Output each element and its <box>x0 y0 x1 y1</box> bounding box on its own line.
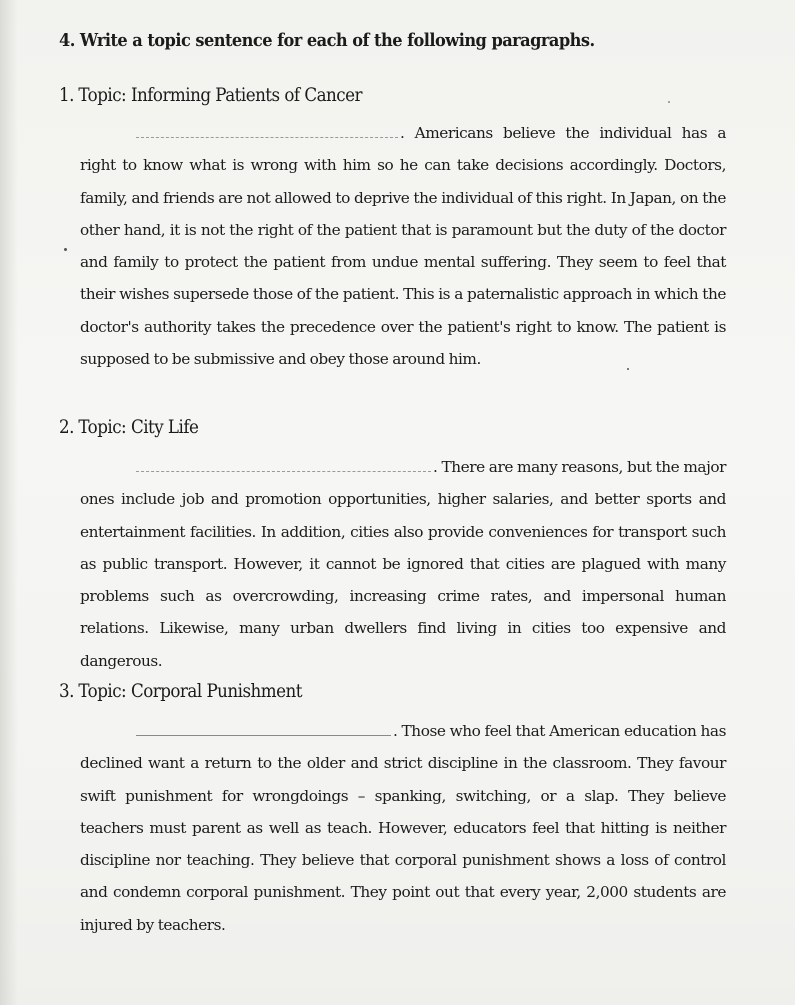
paragraph-text-3: . Those who feel that American education has declined want a return to the older and strict discipline in the classroom. They favour swift punishment for wrongdoings – spanking, switching, or a slap. They believe teachers must parent as well as teach. However, educators feel that hitting is neither discipline nor teaching. They believe that corporal punishment shows a loss of control and condemn corporal punishment. They point out that every year, 2,000 students are injured by teachers. <box>80 722 726 934</box>
paragraph-text-1: . Americans believe the individual has a right to know what is wrong with him so he can take decisions accordingly. Doctors, family, and friends are not allowed to deprive the individual of this right. In Japan, on the other hand, it is not the right of the patient that is paramount but the duty of the doctor and family to protect the patient from undue mental suffering. They seem to feel that their wishes supersede those of the patient. This is a paternalistic approach in which the doctor's authority takes the precedence over the patient's right to know. The patient is supposed to be submissive and obey those around him. <box>80 124 726 369</box>
topic-number-1: 1. <box>59 84 74 106</box>
topic-heading-1 <box>59 84 362 106</box>
topic-title-2: Topic: City Life <box>78 416 199 438</box>
topic-number-3: 3. <box>59 680 74 702</box>
topic-title-1: Topic: Informing Patients of Cancer <box>78 84 362 106</box>
topic-title-3: Topic: Corporal Punishment <box>78 680 302 702</box>
topic-heading-3 <box>59 680 302 702</box>
paragraph-2 <box>80 451 726 677</box>
paragraph-text-2: . There are many reasons, but the major ones include job and promotion opportunities, higher salaries, and better sports and entertainment facilities. In addition, cities also provide conveniences for transport such as public transport. However, it cannot be ignored that cities are plagued with many problems such as overcrowding, increasing crime rates, and impersonal human relations. Likewise, many urban dwellers find living in cities too expensive and dangerous. <box>80 458 726 670</box>
paragraph-1 <box>80 117 726 375</box>
scan-speck <box>627 368 629 370</box>
topic-sentence-blank-2[interactable] <box>136 470 431 472</box>
topic-number-2: 2. <box>59 416 74 438</box>
topic-sentence-blank-1[interactable] <box>136 136 398 138</box>
topic-heading-2 <box>59 416 198 438</box>
scan-speck <box>668 101 670 103</box>
exercise-instruction: 4. Write a topic sentence for each of the following paragraphs. <box>59 30 595 51</box>
topic-sentence-blank-3[interactable] <box>136 734 391 736</box>
paragraph-3 <box>80 715 726 941</box>
scan-speck <box>64 248 67 251</box>
